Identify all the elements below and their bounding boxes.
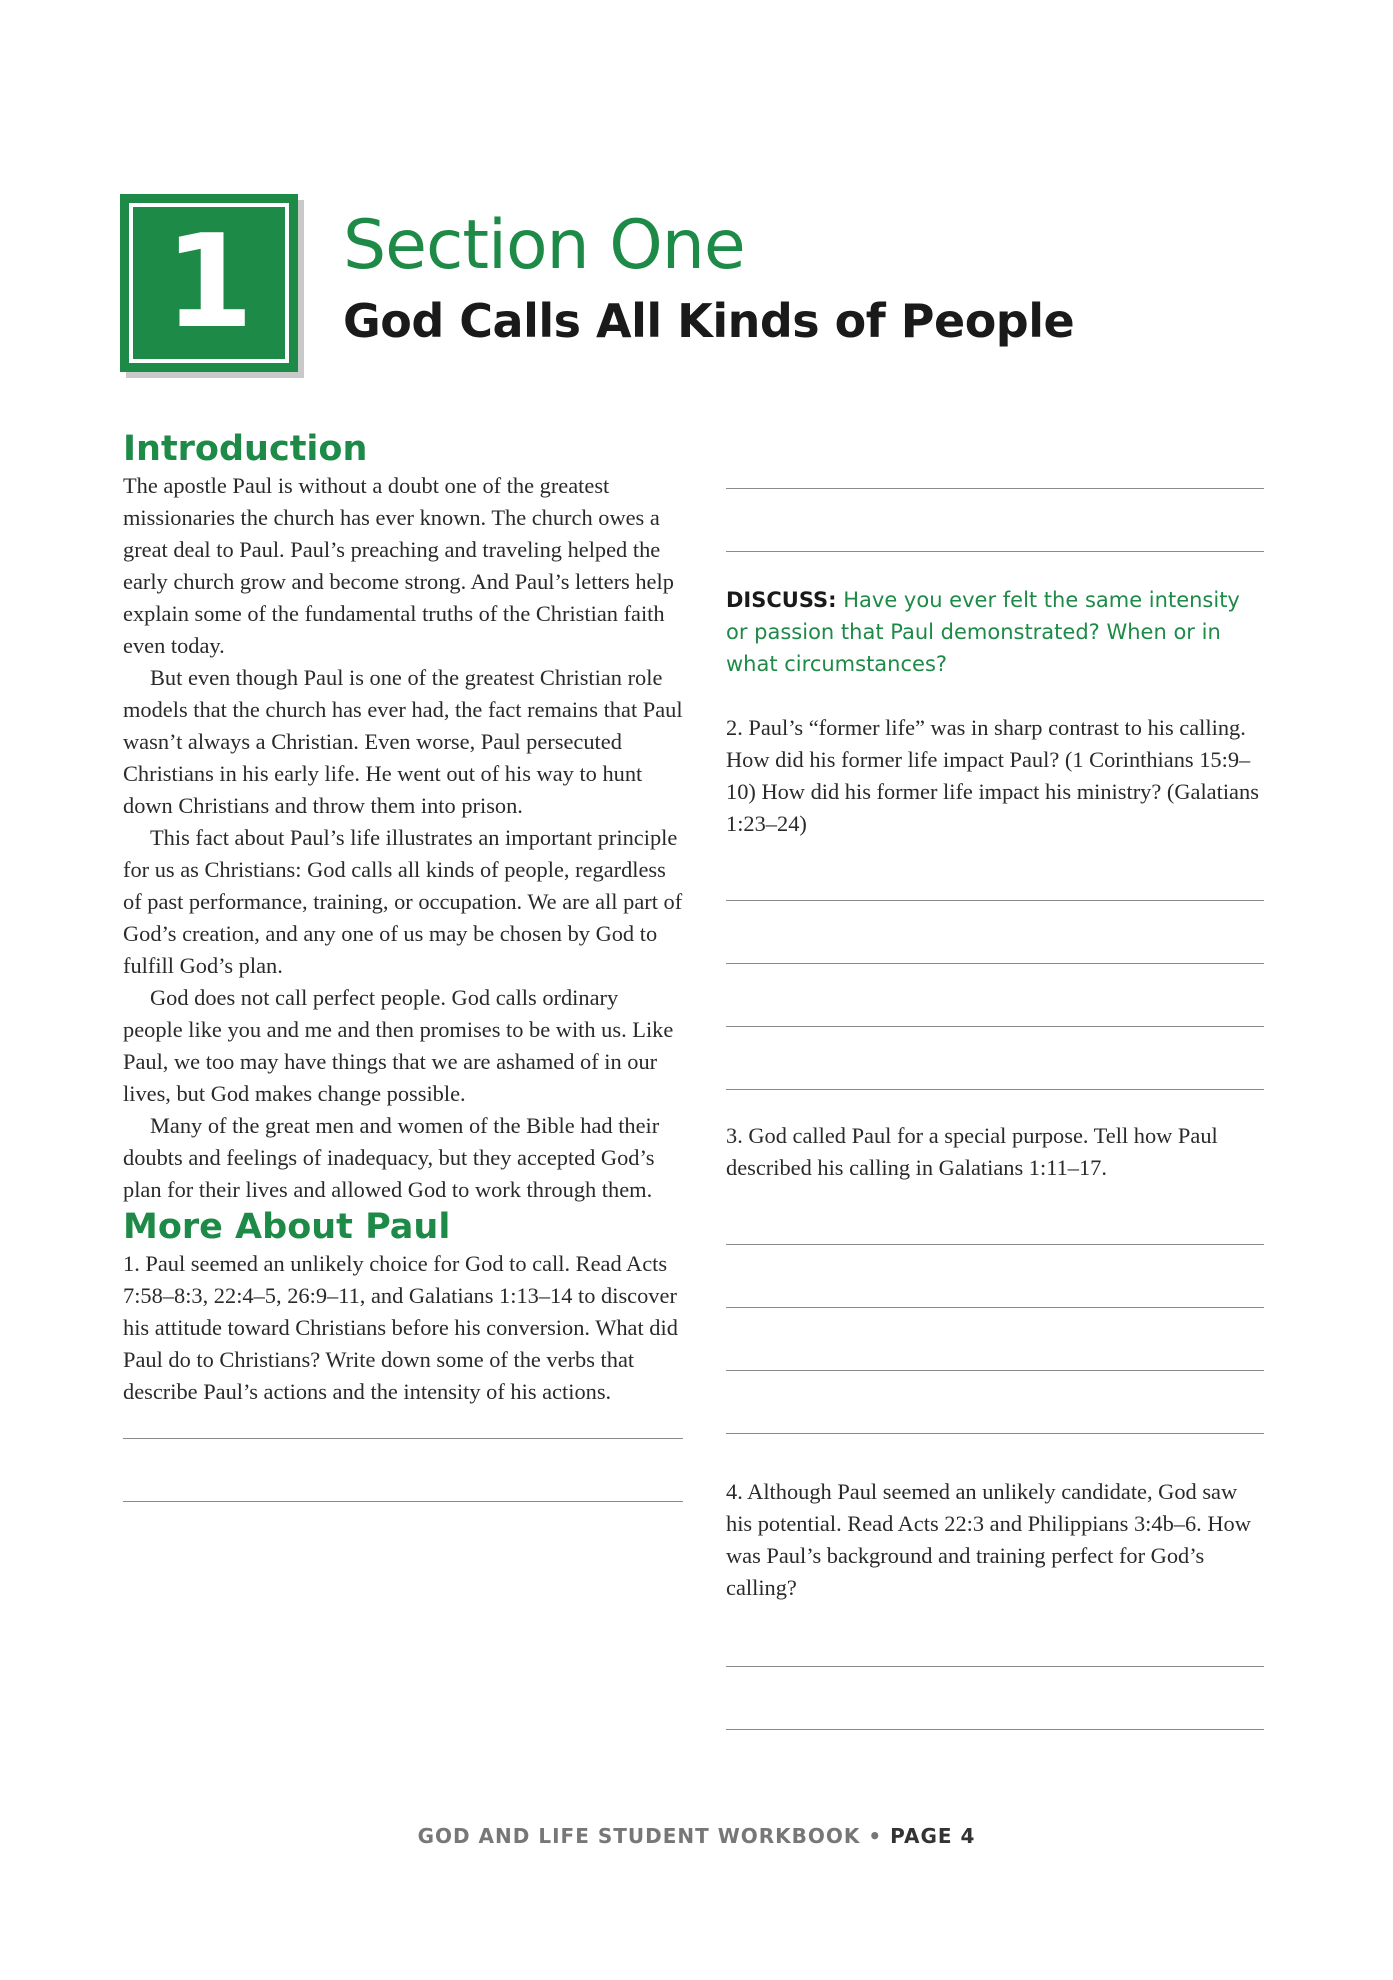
section-number-badge bbox=[120, 194, 298, 372]
intro-paragraph: The apostle Paul is without a doubt one of the greatest missionaries the church has ever known. The church owes a great deal to Paul. Paul’s preaching and traveling helped the early church grow and become strong. And Paul’s letters help explain some of the fundamental truths of the Christian faith even today. bbox=[123, 473, 674, 658]
page-number: PAGE 4 bbox=[890, 1824, 976, 1848]
intro-paragraph: Many of the great men and women of the Bible had their doubts and feelings of inadequacy, but they accepted God’s plan for their lives and allowed God to work through them. bbox=[123, 1113, 660, 1202]
question-3: 3. God called Paul for a special purpose. Tell how Paul described his calling in Galatians 1:11–17. bbox=[726, 1123, 1218, 1180]
question-1: 1. Paul seemed an unlikely choice for God to call. Read Acts 7:58–8:3, 22:4–5, 26:9–11, and Galatians 1:13–14 to discover his attitude toward Christians before his conversion. What did Paul do to Christians? Write down some of the verbs that describe Paul’s actions and the intensity of his actions. bbox=[123, 1251, 678, 1404]
answer-line[interactable] bbox=[123, 1501, 683, 1502]
footer-title: GOD AND LIFE STUDENT WORKBOOK bbox=[417, 1824, 861, 1848]
discuss-label: DISCUSS: bbox=[726, 588, 837, 612]
introduction-text bbox=[123, 470, 683, 1206]
intro-paragraph: This fact about Paul’s life illustrates an important principle for us as Christians: God calls all kinds of people, regardless of past performance, training, or occupation. We are all part of God’s creation, and any one of us may be chosen by God to fulfill God’s plan. bbox=[123, 825, 683, 978]
answer-line[interactable] bbox=[726, 1729, 1264, 1730]
section-title: God Calls All Kinds of People bbox=[343, 294, 1075, 348]
question-2: 2. Paul’s “former life” was in sharp contrast to his calling. How did his former life impact Paul? (1 Corinthians 15:9–10) How did his former life impact his ministry? (Galatians 1:23–24) bbox=[726, 715, 1259, 836]
page-footer bbox=[0, 1824, 1393, 1848]
left-column bbox=[123, 428, 683, 1502]
right-column bbox=[726, 428, 1264, 1730]
section-label: Section One bbox=[343, 206, 745, 285]
section-number: 1 bbox=[164, 208, 254, 357]
discuss-text: Have you ever felt the same intensity or passion that Paul demonstrated? When or in what circumstances? bbox=[726, 588, 1240, 676]
question-4: 4. Although Paul seemed an unlikely candidate, God saw his potential. Read Acts 22:3 and Philippians 3:4b–6. How was Paul’s background and training perfect for God’s calling? bbox=[726, 1479, 1251, 1600]
more-about-paul-heading: More About Paul bbox=[123, 1207, 451, 1247]
discuss-prompt bbox=[726, 584, 1264, 680]
footer-separator: • bbox=[868, 1824, 883, 1848]
intro-paragraph: God does not call perfect people. God calls ordinary people like you and me and then promises to be with us. Like Paul, we too may have things that we are ashamed of in our lives, but God makes change possible. bbox=[123, 985, 674, 1106]
intro-paragraph: But even though Paul is one of the greatest Christian role models that the church has ever had, the fact remains that Paul wasn’t always a Christian. Even worse, Paul persecuted Christians in his early life. He went out of his way to hunt down Christians and throw them into prison. bbox=[123, 665, 683, 818]
introduction-heading: Introduction bbox=[123, 429, 368, 469]
